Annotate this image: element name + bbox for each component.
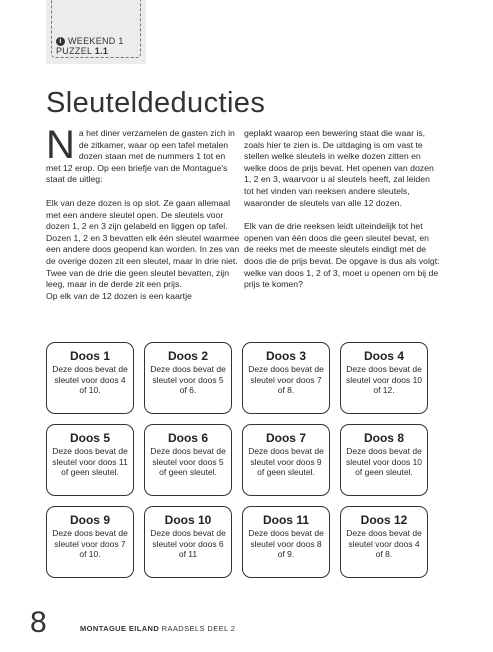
tag-puzzle-label: PUZZEL (56, 46, 95, 56)
box-card (144, 342, 232, 414)
box-statement: Deze doos bevat de sleutel voor doos 4 of 8. (346, 528, 422, 559)
intro-paragraph (46, 123, 242, 186)
box-statement: Deze doos bevat de sleutel voor doos 6 of 11 (150, 528, 226, 559)
box-statement: Deze doos bevat de sleutel voor doos 7 of 8. (248, 364, 324, 395)
text-column-right (244, 128, 440, 291)
box-grid (46, 342, 432, 578)
box-title: Doos 5 (69, 431, 110, 445)
box-card (242, 342, 330, 414)
footer-subtitle: RAADSELS DEEL 2 (159, 624, 236, 633)
box-card (46, 424, 134, 496)
question-paragraph: Elk van de drie reeksen leidt uiteindelijk tot het openen van één doos die geen sleutel bevat, en de reeks met de meeste sleutels eindigt met de doos die de prijs bevat. De opgave is dus als volgt: welke van doos 1, 2 of 3, moet u openen om bij de prijs te komen? (244, 221, 440, 290)
box-title: Doos 10 (164, 513, 212, 527)
page-title: Sleuteldeducties (46, 87, 266, 119)
box-title: Doos 12 (360, 513, 408, 527)
tag-puzzle-line (56, 46, 108, 56)
box-title: Doos 6 (167, 431, 208, 445)
box-title: Doos 7 (265, 431, 306, 445)
box-title: Doos 11 (262, 513, 310, 527)
tag-weekend-label: WEEKEND 1 (68, 36, 124, 46)
rules-paragraph: Elk van deze dozen is op slot. Ze gaan allemaal met een andere sleutel open. De sleutels voor dozen 1, 2 en 3 zijn gelabeld en liggen op tafel. Dozen 1, 2 en 3 bevatten elk één sleutel waarmee een andere doos geopend kan worden. In zes van de overige dozen zit een sleutel, maar in drie niet. Twee van de drie die geen sleutel bevatten, zijn leeg, maar in de derde zit een prijs. (46, 197, 240, 290)
running-footer (80, 624, 235, 633)
box-statement: Deze doos bevat de sleutel voor doos 5 of 6. (150, 364, 226, 395)
box-title: Doos 4 (363, 349, 404, 363)
box-statement: Deze doos bevat de sleutel voor doos 10 of geen sleutel. (345, 446, 423, 477)
box-statement: Deze doos bevat de sleutel voor doos 9 of geen sleutel. (248, 446, 324, 477)
box-title: Doos 1 (69, 349, 110, 363)
box-card (46, 506, 134, 578)
footer-brand: MONTAGUE EILAND (80, 624, 160, 633)
box-card (144, 424, 232, 496)
box-card (340, 424, 428, 496)
box-title: Doos 2 (167, 349, 208, 363)
box-card (242, 424, 330, 496)
page-number: 8 (30, 606, 47, 639)
text-column-left (46, 123, 242, 302)
tag-weekend-line (56, 36, 124, 46)
box-statement: Deze doos bevat de sleutel voor doos 8 of 9. (248, 528, 324, 559)
weekend-tag (46, 0, 146, 64)
box-card (340, 506, 428, 578)
box-statement: Deze doos bevat de sleutel voor doos 11 of geen sleutel. (52, 446, 128, 477)
box-card (340, 342, 428, 414)
drop-cap: N (46, 123, 75, 167)
intro-text: a het diner verzamelen de gasten zich in de zitkamer, waar op een tafel metalen dozen staan met de nummers 1 tot en met 12 erop. Op een briefje van de Montague's staat de uitleg: (46, 128, 235, 185)
box-title: Doos 9 (69, 513, 110, 527)
box-card (242, 506, 330, 578)
box-title: Doos 3 (265, 349, 306, 363)
box-statement: Deze doos bevat de sleutel voor doos 4 of 10. (52, 364, 128, 395)
box-card (46, 342, 134, 414)
challenge-paragraph: geplakt waarop een bewering staat die waar is, zoals hier te zien is. De uitdaging is om vast te stellen welke sleutels in welke dozen zitten en welke doos de prijs bevat. Het openen van dozen 1, 2 en 3, waarvoor u al sleutels heeft, zal leiden tot het vinden van reeksen andere sleutels, waaronder de sleutels van alle 12 dozen. (244, 128, 434, 208)
box-statement: Deze doos bevat de sleutel voor doos 10 of 12. (345, 364, 423, 395)
box-statement: Deze doos bevat de sleutel voor doos 7 of 10. (52, 528, 128, 559)
box-title: Doos 8 (363, 431, 404, 445)
tag-puzzle-number: 1.1 (94, 46, 109, 56)
card-paragraph-start: Op elk van de 12 dozen is een kaartje (46, 290, 192, 301)
box-card (144, 506, 232, 578)
box-statement: Deze doos bevat de sleutel voor doos 5 of geen sleutel. (150, 446, 226, 477)
info-icon: i (56, 37, 65, 46)
